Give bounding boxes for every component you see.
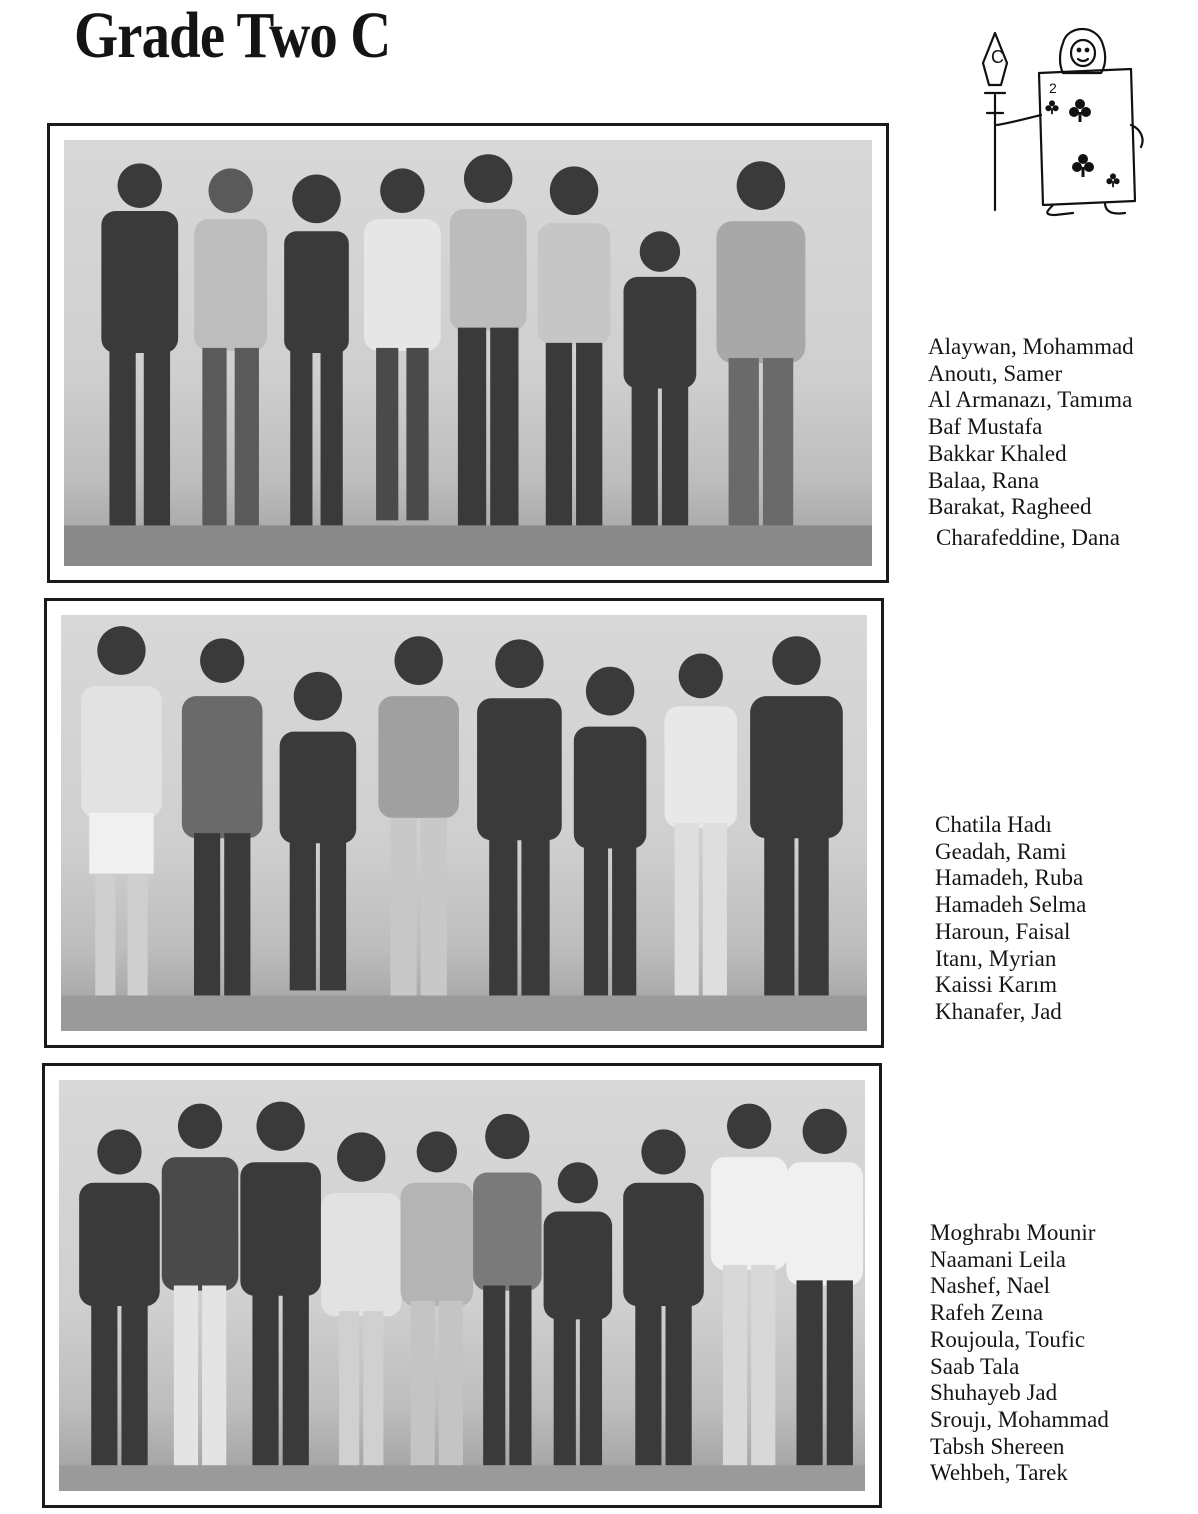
name-list-2 (935, 812, 1086, 1026)
page-title: Grade Two C (74, 0, 391, 72)
student-name: Shuhayeb Jad (930, 1380, 1058, 1406)
student-name: Itanı, Myrian (935, 945, 1057, 971)
student-name: Naamani Leila (930, 1246, 1067, 1272)
photo-image (64, 140, 872, 566)
student-name: Sroujı, Mohammad (930, 1406, 1109, 1432)
class-photo-2 (44, 598, 884, 1048)
student-name: Moghrabı Mounir (930, 1220, 1096, 1245)
student-name: Baf Mustafa (928, 414, 1043, 440)
card-letter: C (991, 47, 1004, 67)
student-name: Charafeddine, Dana (936, 524, 1120, 550)
card-mascot-illustration (955, 15, 1160, 220)
student-name: Barakat, Ragheed (928, 494, 1092, 520)
student-name: Roujoula, Toufic (930, 1326, 1086, 1352)
student-name: Nashef, Nael (930, 1273, 1051, 1299)
student-name: Bakkar Khaled (928, 440, 1067, 466)
group-photo-figures (59, 1080, 865, 1491)
student-name: Wehbeh, Tarek (930, 1460, 1068, 1486)
club-suit-icons (1045, 99, 1119, 187)
student-name: Balaa, Rana (928, 467, 1040, 493)
class-photo-1 (47, 123, 889, 583)
photo-image (61, 615, 867, 1031)
student-name: Geadah, Rami (935, 838, 1067, 864)
group-photo-figures (61, 615, 867, 1031)
student-name: Kaissi Karım (935, 972, 1058, 998)
name-list-1 (928, 334, 1134, 552)
student-name: Al Armanazı, Tamıma (928, 387, 1133, 413)
card-rank: 2 (1049, 80, 1057, 96)
student-name: Hamadeh, Ruba (935, 865, 1084, 891)
student-name: Hamadeh Selma (935, 892, 1087, 918)
class-photo-3 (42, 1063, 882, 1508)
student-name: Anoutı, Samer (928, 360, 1063, 386)
student-name: Alaywan, Mohammad (928, 334, 1134, 359)
student-name: Haroun, Faisal (935, 918, 1071, 944)
student-name: Chatila Hadı (935, 812, 1052, 837)
name-list-3 (930, 1220, 1109, 1487)
student-name: Tabsh Shereen (930, 1433, 1065, 1459)
student-name: Saab Tala (930, 1353, 1020, 1379)
student-name: Khanafer, Jad (935, 998, 1062, 1024)
student-name: Rafeh Zeına (930, 1300, 1044, 1326)
group-photo-figures (64, 140, 872, 566)
photo-image (59, 1080, 865, 1491)
